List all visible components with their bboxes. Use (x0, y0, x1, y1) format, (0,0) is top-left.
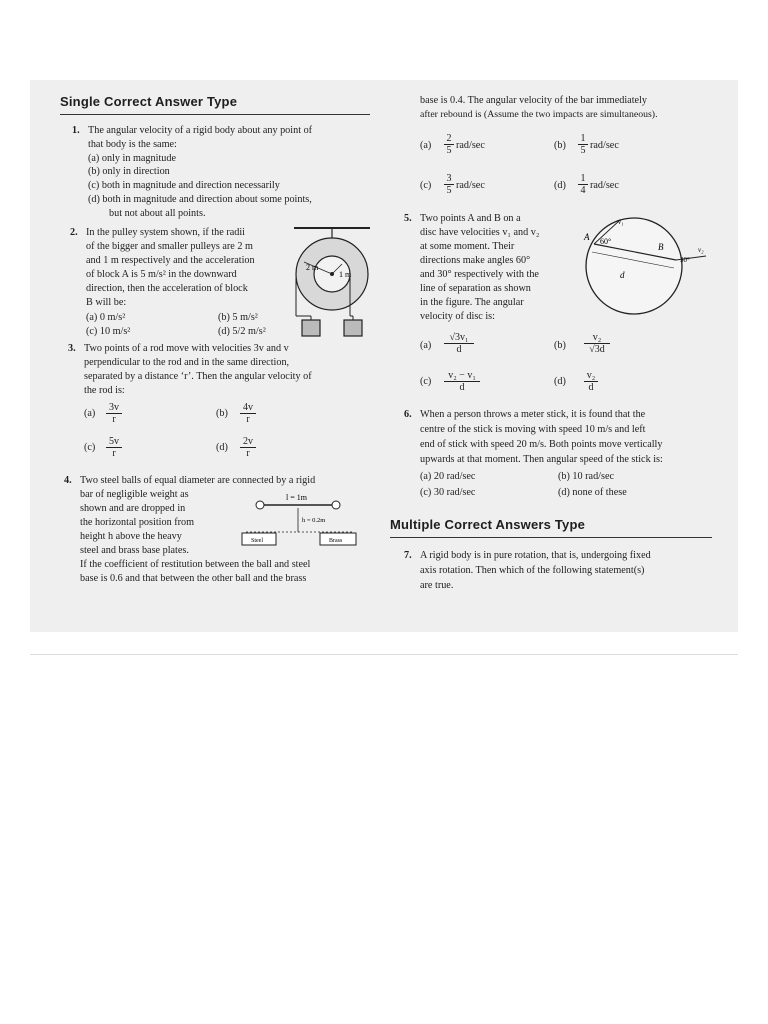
q5-option-a-label: (a) (420, 340, 432, 351)
q4-option-b-label: (b) (554, 140, 566, 151)
q4-option-a-fraction: $\frac{2}{5}$ (444, 133, 454, 156)
q6-option-a: (a) 20 rad/sec (420, 471, 476, 482)
q2-line-6: B will be: (86, 297, 127, 308)
q1-option-c: (c) both in magnitude and direction necessarily (88, 180, 280, 191)
steel-balls-figure (236, 488, 362, 550)
drop-height-label: h = 0.2m (302, 517, 326, 524)
section-heading-multiple: Multiple Correct Answers Type (390, 517, 586, 532)
q4-line-5: height h above the heavy (80, 531, 182, 542)
q2-number: 2. (70, 227, 78, 238)
page-divider (30, 654, 738, 655)
q4-line-7: If the coefficient of restitution between the ball and steel (80, 559, 311, 570)
q6-number: 6. (404, 409, 412, 420)
q4-line-6: steel and brass base plates. (80, 545, 189, 556)
q5-line-6: line of separation as shown (420, 283, 531, 294)
steel-plate-label: Steel (251, 538, 263, 544)
q1-line-2: that body is the same: (88, 139, 177, 150)
q5-option-c-label: (c) (420, 376, 432, 387)
q1-option-d: (d) both in magnitude and direction about some points, (88, 194, 312, 205)
q6-line-3: end of stick with speed 20 m/s. Both points move vertically (420, 439, 663, 450)
q4-option-b-fraction: $\frac{1}{5}$ (578, 133, 588, 156)
q5-option-b-fraction: $\frac{\text{v₂}}{√3d}$ (584, 332, 610, 355)
q1-option-d-cont: but not about all points. (109, 208, 206, 219)
q1-number: 1. (72, 125, 80, 136)
q3-line-4: the rod is: (84, 385, 125, 396)
q3-line-1: Two points of a rod move with velocities 3v and v (84, 343, 289, 354)
q5-line-1: Two points A and B on a (420, 213, 521, 224)
q4-option-c-unit: rad/sec (456, 180, 485, 191)
bar-length-label: l = 1m (286, 493, 307, 502)
q5-line-4: directions make angles 60° (420, 255, 531, 266)
q2-line-4: of block A is 5 m/s² in the downward (86, 269, 237, 280)
q4-option-a-label: (a) (420, 140, 432, 151)
q1-option-a: (a) only in magnitude (88, 153, 176, 164)
q3-option-c-label: (c) (84, 442, 96, 453)
q5-line-7: in the figure. The angular (420, 297, 524, 308)
q6-option-c: (c) 30 rad/sec (420, 487, 476, 498)
q2-option-b: (b) 5 m/s² (218, 312, 258, 323)
pulley-big-radius-label: 2 m (306, 263, 319, 272)
q5-option-c-fraction: $\frac{\text{v₂ − v₁}}{d}$ (444, 370, 480, 393)
disc-separation-label: d (620, 270, 625, 280)
q4-line-4: the horizontal position from (80, 517, 195, 528)
q4-option-c-fraction: $\frac{3}{5}$ (444, 173, 454, 196)
disc-angle-60-label: 60° (600, 237, 612, 246)
q4-line-1: Two steel balls of equal diameter are connected by a rigid (80, 475, 316, 486)
q2-option-a: (a) 0 m/s² (86, 312, 126, 323)
disc-v1-label: v₁ (618, 218, 624, 226)
q6-line-2: centre of the stick is moving with speed 10 m/s and left (420, 424, 646, 435)
q5-line-2: disc have velocities v₁ and v₂ (420, 227, 540, 238)
disc-point-b-label: B (658, 242, 664, 252)
q3-number: 3. (68, 343, 76, 354)
q4-cont-line-1: base is 0.4. The angular velocity of the bar immediately (420, 95, 647, 106)
q4-option-b-unit: rad/sec (590, 140, 619, 151)
q3-line-3: separated by a distance ‘r’. Then the angular velocity of (84, 371, 312, 382)
q2-line-3: and 1 m respectively and the acceleration (86, 255, 255, 266)
q7-number: 7. (404, 550, 412, 561)
q5-option-b-label: (b) (554, 340, 566, 351)
q5-line-5: and 30° respectively with the (420, 269, 539, 280)
q6-option-b: (b) 10 rad/sec (558, 471, 615, 482)
q4-line-8: base is 0.6 and that between the other ball and the brass (80, 573, 307, 584)
heading-underline-2 (390, 537, 712, 538)
heading-underline (60, 114, 370, 115)
brass-plate-label: Brass (329, 538, 343, 544)
q3-option-b-fraction: $\frac{4v}{r}$ (240, 402, 256, 425)
q6-line-4: upwards at that moment. Then angular speed of the stick is: (420, 454, 663, 465)
q6-line-1: When a person throws a meter stick, it is found that the (420, 409, 646, 420)
q4-option-d-fraction: $\frac{1}{4}$ (578, 173, 588, 196)
q3-line-2: perpendicular to the rod and in the same direction, (84, 357, 290, 368)
q4-number: 4. (64, 475, 72, 486)
q4-option-d-unit: rad/sec (590, 180, 619, 191)
q4-cont-line-2: after rebound is (Assume the two impacts are simultaneous). (420, 109, 658, 120)
pulley-figure (284, 224, 380, 342)
q1-option-b: (b) only in direction (88, 166, 170, 177)
q3-option-a-label: (a) (84, 408, 96, 419)
q5-option-d-fraction: $\frac{\text{v₂}}{d}$ (584, 370, 598, 393)
q3-option-d-fraction: $\frac{2v}{r}$ (240, 436, 256, 459)
q7-line-2: axis rotation. Then which of the following statement(s) (420, 565, 645, 576)
section-heading-single: Single Correct Answer Type (60, 94, 238, 109)
q5-option-d-label: (d) (554, 376, 566, 387)
q5-option-a-fraction: $\frac{\text{√3v₁}}{d}$ (444, 332, 474, 355)
q2-line-5: direction, then the acceleration of block (86, 283, 248, 294)
q4-line-2: bar of negligible weight as (80, 489, 189, 500)
disc-point-a-label: A (584, 232, 590, 242)
q4-line-3: shown and are dropped in (80, 503, 186, 514)
q4-option-d-label: (d) (554, 180, 566, 191)
q3-option-b-label: (b) (216, 408, 228, 419)
q5-line-3: at some moment. Their (420, 241, 515, 252)
disc-figure (572, 214, 712, 316)
q3-option-a-fraction: $\frac{3v}{r}$ (106, 402, 122, 425)
q2-option-c: (c) 10 m/s² (86, 326, 131, 337)
q7-line-1: A rigid body is in pure rotation, that is, undergoing fixed (420, 550, 651, 561)
disc-v2-label: v₂ (698, 246, 704, 254)
q5-line-8: velocity of disc is: (420, 311, 495, 322)
disc-angle-30-label: 30° (680, 256, 690, 264)
q4-option-c-label: (c) (420, 180, 432, 191)
q3-option-d-label: (d) (216, 442, 228, 453)
q3-option-c-fraction: $\frac{5v}{r}$ (106, 436, 122, 459)
q7-line-3: are true. (420, 580, 454, 591)
q2-option-d: (d) 5/2 m/s² (218, 326, 266, 337)
q4-option-a-unit: rad/sec (456, 140, 485, 151)
q1-line-1: The angular velocity of a rigid body about any point of (88, 125, 313, 136)
q6-option-d: (d) none of these (558, 487, 627, 498)
pulley-small-radius-label: 1 m (339, 270, 352, 279)
q2-line-2: of the bigger and smaller pulleys are 2 m (86, 241, 253, 252)
q2-line-1: In the pulley system shown, if the radii (86, 227, 246, 238)
q5-number: 5. (404, 213, 412, 224)
